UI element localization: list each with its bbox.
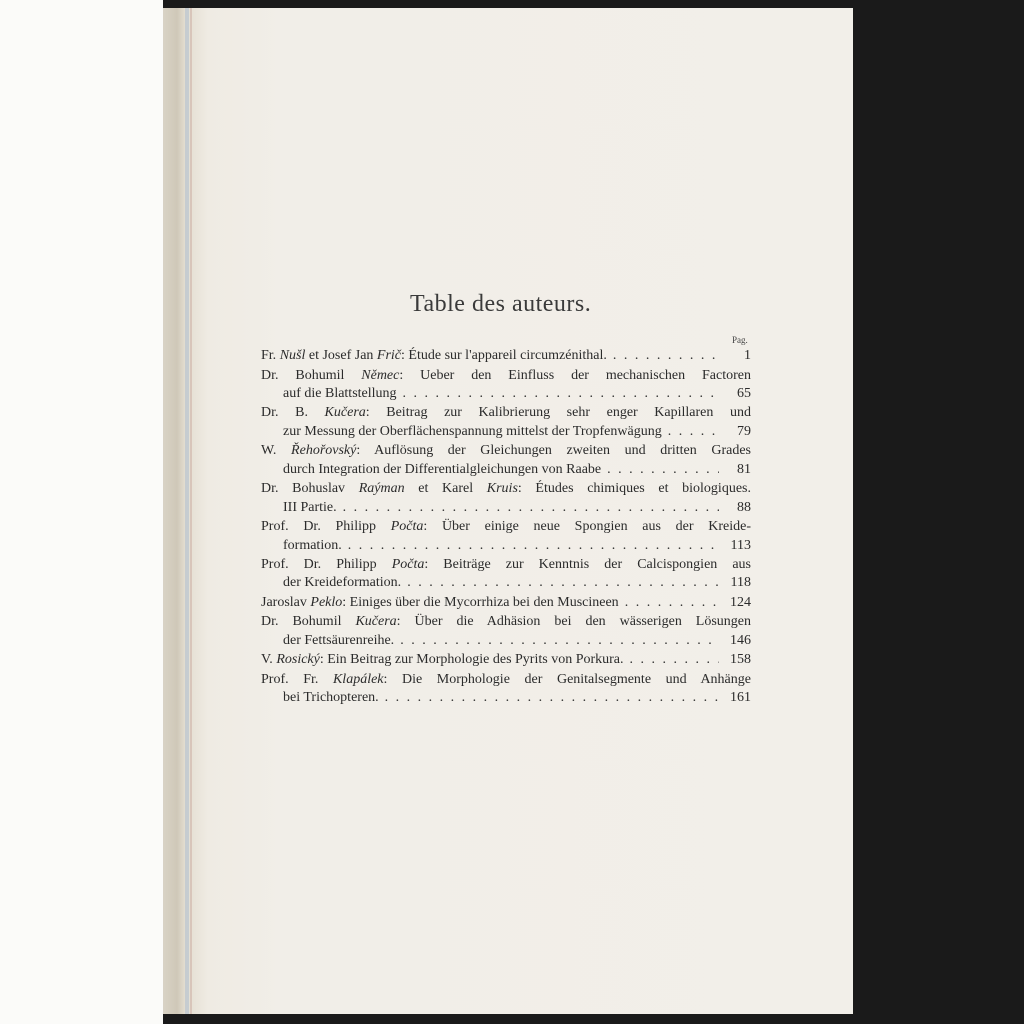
page-column-label: Pag. xyxy=(732,335,748,345)
toc-entry-heading xyxy=(261,556,751,574)
page-number: 65 xyxy=(737,385,751,401)
toc-entry-heading xyxy=(261,442,751,460)
toc-entry-continuation xyxy=(261,537,751,555)
leader-dots xyxy=(607,461,719,479)
article-title-continued: III Partie. xyxy=(283,499,337,515)
author-name: Rosický xyxy=(276,652,320,668)
author-prefix: Prof. Dr. Philipp xyxy=(261,519,391,535)
article-title: : Études chimiques et biologiques. xyxy=(517,481,751,497)
toc-entry-continuation xyxy=(261,499,751,517)
article-title: : Beitrag zur Kalibrierung sehr enger Kapillaren und xyxy=(365,405,751,421)
page-number: 113 xyxy=(730,537,751,553)
toc-entry-continuation xyxy=(261,385,751,403)
page-number: 79 xyxy=(737,423,751,439)
author-prefix: Prof. Fr. xyxy=(261,671,333,687)
toc-entry-continuation xyxy=(261,461,751,479)
toc-entry-heading xyxy=(261,613,751,631)
toc-entry-first-line xyxy=(261,480,751,498)
spine-edge-shadow xyxy=(190,8,192,1014)
author-prefix: Dr. Bohuslav xyxy=(261,481,359,497)
author-prefix: Prof. Dr. Philipp xyxy=(261,557,392,573)
toc-entry xyxy=(261,367,751,404)
leader-dots xyxy=(400,632,719,650)
toc-entry-heading xyxy=(261,347,607,365)
author-prefix: Dr. B. xyxy=(261,405,325,421)
leader-dots xyxy=(407,574,719,592)
toc-entry-heading xyxy=(261,594,619,612)
book-page xyxy=(163,8,853,1014)
article-title-continued: bei Trichopteren. xyxy=(283,690,379,706)
article-title-continued: der Kreideformation. xyxy=(283,575,402,591)
author-prefix: W. xyxy=(261,443,292,459)
article-title: : Étude sur l'appareil circumzénithal. xyxy=(401,348,607,363)
article-title: : Über einige neue Spongien aus der Kreide- xyxy=(423,519,751,535)
toc-entry xyxy=(261,671,751,708)
page-number: 81 xyxy=(737,461,751,477)
author-name: Kučera xyxy=(355,614,397,630)
spine-edge xyxy=(185,8,189,1014)
article-title-continued: der Fettsäurenreihe. xyxy=(283,632,395,648)
toc-entry-first-line xyxy=(261,613,751,631)
toc-entry-heading xyxy=(261,518,751,536)
toc-entry-heading xyxy=(261,367,751,385)
toc-entry-first-line xyxy=(261,594,751,612)
article-title: : Über die Adhäsion bei den wässerigen Lösungen xyxy=(396,614,751,630)
toc-entry-continuation xyxy=(261,423,751,441)
author-prefix: V. xyxy=(261,652,277,668)
toc-entry xyxy=(261,518,751,555)
toc-entry-first-line xyxy=(261,556,751,574)
article-title: : Ein Beitrag zur Morphologie des Pyrits von Porkura. xyxy=(319,652,624,668)
page-number: 146 xyxy=(730,632,751,648)
article-title: : Die Morphologie der Genitalsegmente und Anhänge xyxy=(383,671,751,687)
toc-entry-continuation xyxy=(261,689,751,707)
leader-dots xyxy=(630,651,719,669)
table-of-contents xyxy=(261,347,751,709)
page-number: 124 xyxy=(730,594,751,610)
author-name: Nušl xyxy=(279,348,306,363)
page-number: 1 xyxy=(744,348,751,363)
background-left xyxy=(0,0,163,1024)
article-title-continued: zur Messung der Oberflächenspannung mittelst der Tropfenwägung xyxy=(283,423,662,439)
toc-entry xyxy=(261,347,751,365)
toc-entry-first-line xyxy=(261,671,751,689)
leader-dots xyxy=(348,537,719,555)
leader-dots xyxy=(403,385,719,403)
leader-dots xyxy=(613,347,719,365)
article-title-continued: durch Integration der Differentialgleichungen von Raabe xyxy=(283,461,602,477)
toc-entry xyxy=(261,404,751,441)
toc-entry-first-line xyxy=(261,518,751,536)
toc-entry-continuation xyxy=(261,574,751,592)
leader-dots xyxy=(668,423,719,441)
article-title: : Ueber den Einfluss der mechanischen Factoren xyxy=(399,367,751,383)
toc-entry-heading xyxy=(261,404,751,422)
toc-entry-first-line xyxy=(261,442,751,460)
author-name: Počta xyxy=(391,557,425,573)
leader-dots xyxy=(343,499,719,517)
author-name: Raýman xyxy=(358,481,405,497)
author-joiner: et Josef Jan xyxy=(305,348,377,363)
page-number: 88 xyxy=(737,499,751,515)
author-name: Peklo xyxy=(310,594,343,610)
author-name: Klapálek xyxy=(332,671,384,687)
author-name: Němec xyxy=(361,367,400,383)
toc-entry-first-line xyxy=(261,367,751,385)
toc-entry xyxy=(261,651,751,669)
author-prefix: Jaroslav xyxy=(261,594,311,610)
article-title: : Auflösung der Gleichungen zweiten und dritten Grades xyxy=(356,443,751,459)
page-number: 118 xyxy=(730,575,751,591)
author-prefix: Dr. Bohumil xyxy=(261,367,362,383)
author-prefix: Fr. xyxy=(261,348,280,363)
leader-dots xyxy=(385,689,719,707)
toc-entry-first-line xyxy=(261,651,751,669)
toc-entry-first-line xyxy=(261,347,751,365)
article-title: : Einiges über die Mycorrhiza bei den Muscineen xyxy=(342,594,619,610)
page-number: 158 xyxy=(730,652,751,668)
author-name: Počta xyxy=(390,519,424,535)
author-name: Frič xyxy=(376,348,402,363)
article-title: : Beiträge zur Kenntnis der Calcispongien aus xyxy=(424,557,751,573)
author-name: Kruis xyxy=(486,481,518,497)
toc-entry-heading xyxy=(261,671,751,689)
toc-entry-heading xyxy=(261,480,751,498)
author-prefix: Dr. Bohumil xyxy=(261,614,356,630)
toc-entry xyxy=(261,613,751,650)
page-number: 161 xyxy=(730,690,751,706)
page-title: Table des auteurs. xyxy=(410,291,592,317)
toc-entry-continuation xyxy=(261,632,751,650)
leader-dots xyxy=(625,594,719,612)
author-name: Kučera xyxy=(324,405,366,421)
toc-entry xyxy=(261,556,751,593)
toc-entry xyxy=(261,442,751,479)
article-title-continued: formation. xyxy=(283,537,342,553)
toc-entry xyxy=(261,480,751,517)
author-name: Řehořovský xyxy=(291,443,357,459)
article-title-continued: auf die Blattstellung xyxy=(283,385,397,401)
toc-entry xyxy=(261,594,751,612)
author-joiner: et Karel xyxy=(404,481,487,497)
toc-entry-heading xyxy=(261,651,624,669)
toc-entry-first-line xyxy=(261,404,751,422)
